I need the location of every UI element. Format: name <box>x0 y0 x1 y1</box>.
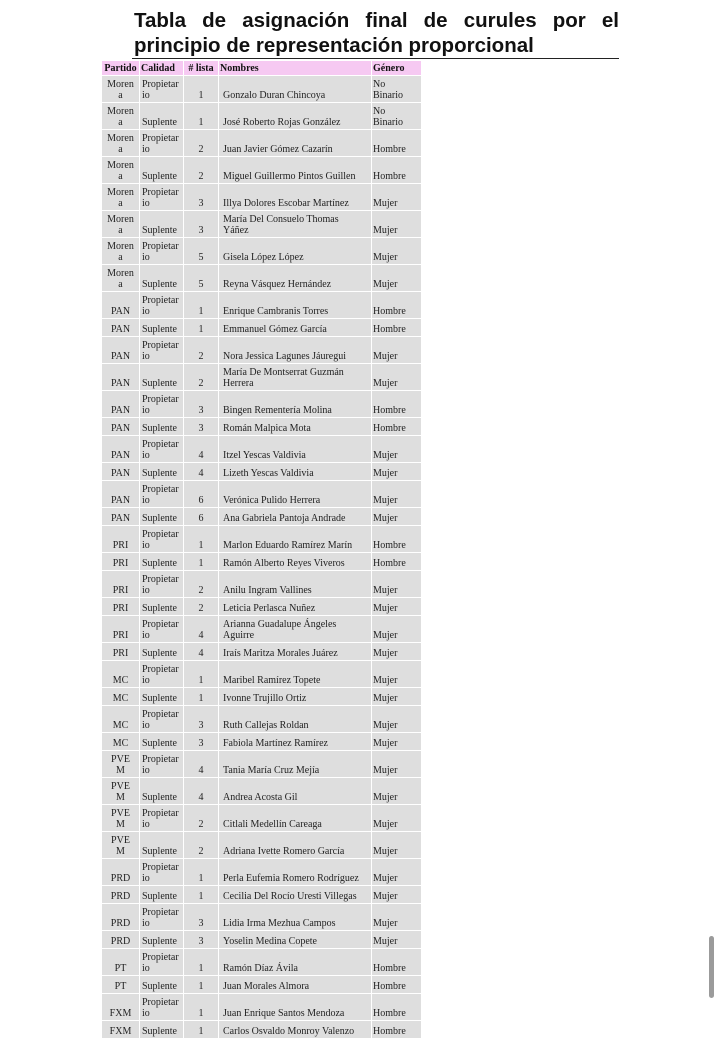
cell-calidad: Propietar io <box>140 292 184 319</box>
cell-genero: Mujer <box>372 733 422 751</box>
cell-lista: 2 <box>184 805 219 832</box>
cell-genero: Hombre <box>372 949 422 976</box>
cell-genero: Mujer <box>372 265 422 292</box>
cell-calidad: Propietar io <box>140 859 184 886</box>
cell-genero: Mujer <box>372 184 422 211</box>
cell-calidad: Propietar io <box>140 751 184 778</box>
cell-partido: PAN <box>102 436 140 463</box>
cell-calidad: Propietar io <box>140 904 184 931</box>
cell-genero: Mujer <box>372 598 422 616</box>
cell-nombre: Cecilia Del Rocío Uresti Villegas <box>219 886 372 904</box>
cell-calidad: Propietar io <box>140 130 184 157</box>
cell-nombre: Anilu Ingram Vallines <box>219 571 372 598</box>
cell-genero: Mujer <box>372 211 422 238</box>
header-lista: # lista <box>184 61 219 76</box>
cell-partido: PRI <box>102 616 140 643</box>
cell-calidad: Suplente <box>140 886 184 904</box>
cell-genero: Hombre <box>372 391 422 418</box>
cell-genero: Mujer <box>372 463 422 481</box>
cell-genero: Mujer <box>372 643 422 661</box>
cell-partido: PAN <box>102 481 140 508</box>
cell-partido: MC <box>102 661 140 688</box>
cell-partido: PVE M <box>102 832 140 859</box>
table-row <box>102 130 422 157</box>
table-row <box>102 526 422 553</box>
cell-partido: PT <box>102 976 140 994</box>
cell-nombre: Perla Eufemia Romero Rodríguez <box>219 859 372 886</box>
cell-calidad: Suplente <box>140 463 184 481</box>
cell-nombre: Maribel Ramírez Topete <box>219 661 372 688</box>
cell-calidad: Suplente <box>140 418 184 436</box>
cell-calidad: Suplente <box>140 103 184 130</box>
table-row <box>102 1021 422 1039</box>
cell-genero: Mujer <box>372 832 422 859</box>
table-row <box>102 238 422 265</box>
cell-genero: No Binario <box>372 103 422 130</box>
table-row <box>102 463 422 481</box>
table-row <box>102 157 422 184</box>
cell-partido: Moren a <box>102 130 140 157</box>
cell-lista: 1 <box>184 859 219 886</box>
cell-lista: 1 <box>184 292 219 319</box>
cell-genero: Hombre <box>372 976 422 994</box>
cell-partido: PRI <box>102 526 140 553</box>
cell-genero: Mujer <box>372 904 422 931</box>
cell-partido: Moren a <box>102 265 140 292</box>
table-row <box>102 832 422 859</box>
header-nombres: Nombres <box>219 61 372 76</box>
cell-partido: PAN <box>102 391 140 418</box>
table-row <box>102 949 422 976</box>
cell-partido: MC <box>102 733 140 751</box>
table-row <box>102 598 422 616</box>
cell-calidad: Suplente <box>140 733 184 751</box>
cell-lista: 1 <box>184 103 219 130</box>
cell-calidad: Propietar io <box>140 949 184 976</box>
cell-lista: 2 <box>184 337 219 364</box>
cell-calidad: Propietar io <box>140 706 184 733</box>
cell-calidad: Suplente <box>140 364 184 391</box>
cell-genero: Hombre <box>372 526 422 553</box>
cell-genero: Mujer <box>372 778 422 805</box>
cell-nombre: Gonzalo Duran Chincoya <box>219 76 372 103</box>
cell-lista: 2 <box>184 832 219 859</box>
header-partido: Partido <box>102 61 140 76</box>
cell-partido: PRD <box>102 904 140 931</box>
cell-nombre: María De Montserrat Guzmán Herrera <box>219 364 372 391</box>
cell-genero: Hombre <box>372 157 422 184</box>
table-row <box>102 661 422 688</box>
cell-lista: 1 <box>184 949 219 976</box>
cell-nombre: Lidia Irma Mezhua Campos <box>219 904 372 931</box>
cell-genero: Mujer <box>372 751 422 778</box>
cell-lista: 4 <box>184 643 219 661</box>
cell-nombre: Yoselin Medina Copete <box>219 931 372 949</box>
cell-calidad: Propietar io <box>140 994 184 1021</box>
cell-genero: Mujer <box>372 661 422 688</box>
cell-nombre: Ramón Díaz Ávila <box>219 949 372 976</box>
cell-genero: Hombre <box>372 994 422 1021</box>
cell-partido: PAN <box>102 337 140 364</box>
cell-nombre: Nora Jessica Lagunes Jáuregui <box>219 337 372 364</box>
cell-nombre: Itzel Yescas Valdivia <box>219 436 372 463</box>
table-row <box>102 391 422 418</box>
table-row <box>102 571 422 598</box>
cell-calidad: Suplente <box>140 643 184 661</box>
cell-nombre: Marlon Eduardo Ramírez Marín <box>219 526 372 553</box>
cell-calidad: Propietar io <box>140 76 184 103</box>
cell-nombre: Andrea Acosta Gil <box>219 778 372 805</box>
table-row <box>102 319 422 337</box>
table-body <box>102 76 422 1039</box>
cell-nombre: Citlali Medellín Careaga <box>219 805 372 832</box>
cell-partido: PRI <box>102 553 140 571</box>
cell-partido: PAN <box>102 508 140 526</box>
cell-partido: PT <box>102 949 140 976</box>
cell-lista: 4 <box>184 751 219 778</box>
table-row <box>102 778 422 805</box>
cell-lista: 6 <box>184 508 219 526</box>
cell-lista: 1 <box>184 526 219 553</box>
cell-genero: Mujer <box>372 481 422 508</box>
cell-genero: Mujer <box>372 436 422 463</box>
table-row <box>102 643 422 661</box>
cell-lista: 4 <box>184 436 219 463</box>
cell-lista: 3 <box>184 733 219 751</box>
table-row <box>102 886 422 904</box>
cell-nombre: Ruth Callejas Roldan <box>219 706 372 733</box>
cell-lista: 3 <box>184 706 219 733</box>
cell-calidad: Propietar io <box>140 436 184 463</box>
cell-nombre: Román Malpica Mota <box>219 418 372 436</box>
table-row <box>102 481 422 508</box>
cell-lista: 1 <box>184 661 219 688</box>
cell-partido: PAN <box>102 292 140 319</box>
cell-nombre: Adriana Ivette Romero García <box>219 832 372 859</box>
cell-partido: PVE M <box>102 805 140 832</box>
cell-nombre: Ivonne Trujillo Ortiz <box>219 688 372 706</box>
cell-calidad: Suplente <box>140 319 184 337</box>
cell-genero: Hombre <box>372 1021 422 1039</box>
cell-calidad: Propietar io <box>140 526 184 553</box>
cell-genero: Mujer <box>372 508 422 526</box>
cell-lista: 1 <box>184 976 219 994</box>
table-row <box>102 904 422 931</box>
cell-calidad: Propietar io <box>140 616 184 643</box>
seat-allocation-table <box>101 60 422 1039</box>
cell-genero: No Binario <box>372 76 422 103</box>
cell-partido: FXM <box>102 1021 140 1039</box>
table-row <box>102 733 422 751</box>
cell-nombre: Bingen Rementería Molina <box>219 391 372 418</box>
cell-partido: PAN <box>102 364 140 391</box>
table-row <box>102 211 422 238</box>
cell-lista: 2 <box>184 598 219 616</box>
cell-lista: 5 <box>184 265 219 292</box>
cell-calidad: Propietar io <box>140 481 184 508</box>
cell-genero: Mujer <box>372 931 422 949</box>
cell-genero: Hombre <box>372 319 422 337</box>
cell-lista: 2 <box>184 571 219 598</box>
cell-calidad: Suplente <box>140 976 184 994</box>
cell-nombre: Illya Dolores Escobar Martínez <box>219 184 372 211</box>
cell-partido: PVE M <box>102 778 140 805</box>
cell-nombre: Enrique Cambranis Torres <box>219 292 372 319</box>
cell-genero: Mujer <box>372 688 422 706</box>
cell-partido: MC <box>102 706 140 733</box>
cell-lista: 4 <box>184 778 219 805</box>
cell-lista: 2 <box>184 364 219 391</box>
cell-nombre: Emmanuel Gómez García <box>219 319 372 337</box>
table-row <box>102 337 422 364</box>
cell-genero: Hombre <box>372 130 422 157</box>
cell-calidad: Suplente <box>140 778 184 805</box>
cell-calidad: Propietar io <box>140 184 184 211</box>
table-header-row <box>102 61 422 76</box>
cell-lista: 1 <box>184 553 219 571</box>
table-row <box>102 265 422 292</box>
cell-genero: Mujer <box>372 616 422 643</box>
table-row <box>102 616 422 643</box>
cell-genero: Mujer <box>372 364 422 391</box>
cell-partido: PRI <box>102 571 140 598</box>
header-genero: Género <box>372 61 422 76</box>
cell-partido: FXM <box>102 994 140 1021</box>
cell-lista: 2 <box>184 157 219 184</box>
cell-partido: MC <box>102 688 140 706</box>
cell-lista: 1 <box>184 688 219 706</box>
cell-lista: 4 <box>184 616 219 643</box>
cell-nombre: Juan Enrique Santos Mendoza <box>219 994 372 1021</box>
cell-calidad: Suplente <box>140 508 184 526</box>
cell-genero: Mujer <box>372 571 422 598</box>
cell-partido: Moren a <box>102 238 140 265</box>
table-row <box>102 859 422 886</box>
cell-calidad: Suplente <box>140 265 184 292</box>
cell-genero: Mujer <box>372 859 422 886</box>
cell-partido: Moren a <box>102 184 140 211</box>
header-calidad: Calidad <box>140 61 184 76</box>
cell-calidad: Suplente <box>140 157 184 184</box>
cell-lista: 2 <box>184 130 219 157</box>
cell-nombre: Leticia Perlasca Nuñez <box>219 598 372 616</box>
cell-partido: PAN <box>102 319 140 337</box>
table-row <box>102 76 422 103</box>
cell-calidad: Propietar io <box>140 805 184 832</box>
cell-nombre: Fabiola Martínez Ramírez <box>219 733 372 751</box>
cell-nombre: Miguel Guillermo Pintos Guillen <box>219 157 372 184</box>
cell-calidad: Propietar io <box>140 661 184 688</box>
cell-partido: PVE M <box>102 751 140 778</box>
cell-calidad: Suplente <box>140 211 184 238</box>
cell-partido: PAN <box>102 418 140 436</box>
cell-calidad: Suplente <box>140 598 184 616</box>
cell-calidad: Suplente <box>140 832 184 859</box>
page-title: Tabla de asignación final de curules por el principio de representación proporcional <box>134 9 619 57</box>
table-row <box>102 436 422 463</box>
cell-partido: PRD <box>102 931 140 949</box>
cell-nombre: Ramón Alberto Reyes Viveros <box>219 553 372 571</box>
cell-nombre: Tania María Cruz Mejía <box>219 751 372 778</box>
cell-partido: Moren a <box>102 157 140 184</box>
scrollbar[interactable] <box>709 936 714 998</box>
table-row <box>102 292 422 319</box>
cell-partido: PAN <box>102 463 140 481</box>
cell-nombre: Lizeth Yescas Valdivia <box>219 463 372 481</box>
cell-genero: Hombre <box>372 553 422 571</box>
cell-nombre: Gisela López López <box>219 238 372 265</box>
cell-nombre: Arianna Guadalupe Ángeles Aguirre <box>219 616 372 643</box>
cell-partido: Moren a <box>102 211 140 238</box>
cell-nombre: José Roberto Rojas González <box>219 103 372 130</box>
table-row <box>102 931 422 949</box>
cell-lista: 1 <box>184 1021 219 1039</box>
cell-nombre: Reyna Vásquez Hernández <box>219 265 372 292</box>
cell-lista: 3 <box>184 391 219 418</box>
cell-lista: 1 <box>184 994 219 1021</box>
cell-lista: 3 <box>184 184 219 211</box>
cell-genero: Hombre <box>372 292 422 319</box>
cell-partido: PRD <box>102 886 140 904</box>
title-underline <box>132 58 619 59</box>
cell-lista: 1 <box>184 319 219 337</box>
cell-calidad: Propietar io <box>140 238 184 265</box>
cell-calidad: Suplente <box>140 1021 184 1039</box>
cell-partido: PRD <box>102 859 140 886</box>
cell-lista: 3 <box>184 931 219 949</box>
cell-calidad: Propietar io <box>140 571 184 598</box>
table-row <box>102 688 422 706</box>
table-row <box>102 103 422 130</box>
cell-nombre: Iraís Maritza Morales Juárez <box>219 643 372 661</box>
table-row <box>102 508 422 526</box>
cell-lista: 3 <box>184 904 219 931</box>
cell-nombre: Verónica Pulido Herrera <box>219 481 372 508</box>
table-row <box>102 418 422 436</box>
cell-lista: 5 <box>184 238 219 265</box>
cell-nombre: Juan Javier Gómez Cazarín <box>219 130 372 157</box>
cell-nombre: María Del Consuelo Thomas Yáñez <box>219 211 372 238</box>
cell-calidad: Suplente <box>140 688 184 706</box>
table-row <box>102 994 422 1021</box>
table-row <box>102 553 422 571</box>
cell-calidad: Propietar io <box>140 337 184 364</box>
cell-lista: 1 <box>184 886 219 904</box>
cell-nombre: Juan Morales Almora <box>219 976 372 994</box>
cell-partido: PRI <box>102 643 140 661</box>
cell-genero: Mujer <box>372 238 422 265</box>
cell-partido: Moren a <box>102 103 140 130</box>
cell-calidad: Suplente <box>140 931 184 949</box>
table-row <box>102 751 422 778</box>
cell-lista: 4 <box>184 463 219 481</box>
cell-lista: 3 <box>184 211 219 238</box>
table-row <box>102 976 422 994</box>
cell-genero: Mujer <box>372 805 422 832</box>
table-row <box>102 706 422 733</box>
cell-calidad: Propietar io <box>140 391 184 418</box>
cell-genero: Mujer <box>372 337 422 364</box>
cell-nombre: Ana Gabriela Pantoja Andrade <box>219 508 372 526</box>
cell-nombre: Carlos Osvaldo Monroy Valenzo <box>219 1021 372 1039</box>
cell-genero: Mujer <box>372 886 422 904</box>
cell-lista: 1 <box>184 76 219 103</box>
cell-genero: Hombre <box>372 418 422 436</box>
table-row <box>102 805 422 832</box>
cell-genero: Mujer <box>372 706 422 733</box>
cell-partido: PRI <box>102 598 140 616</box>
cell-partido: Moren a <box>102 76 140 103</box>
cell-calidad: Suplente <box>140 553 184 571</box>
cell-lista: 3 <box>184 418 219 436</box>
table-row <box>102 184 422 211</box>
table-row <box>102 364 422 391</box>
cell-lista: 6 <box>184 481 219 508</box>
